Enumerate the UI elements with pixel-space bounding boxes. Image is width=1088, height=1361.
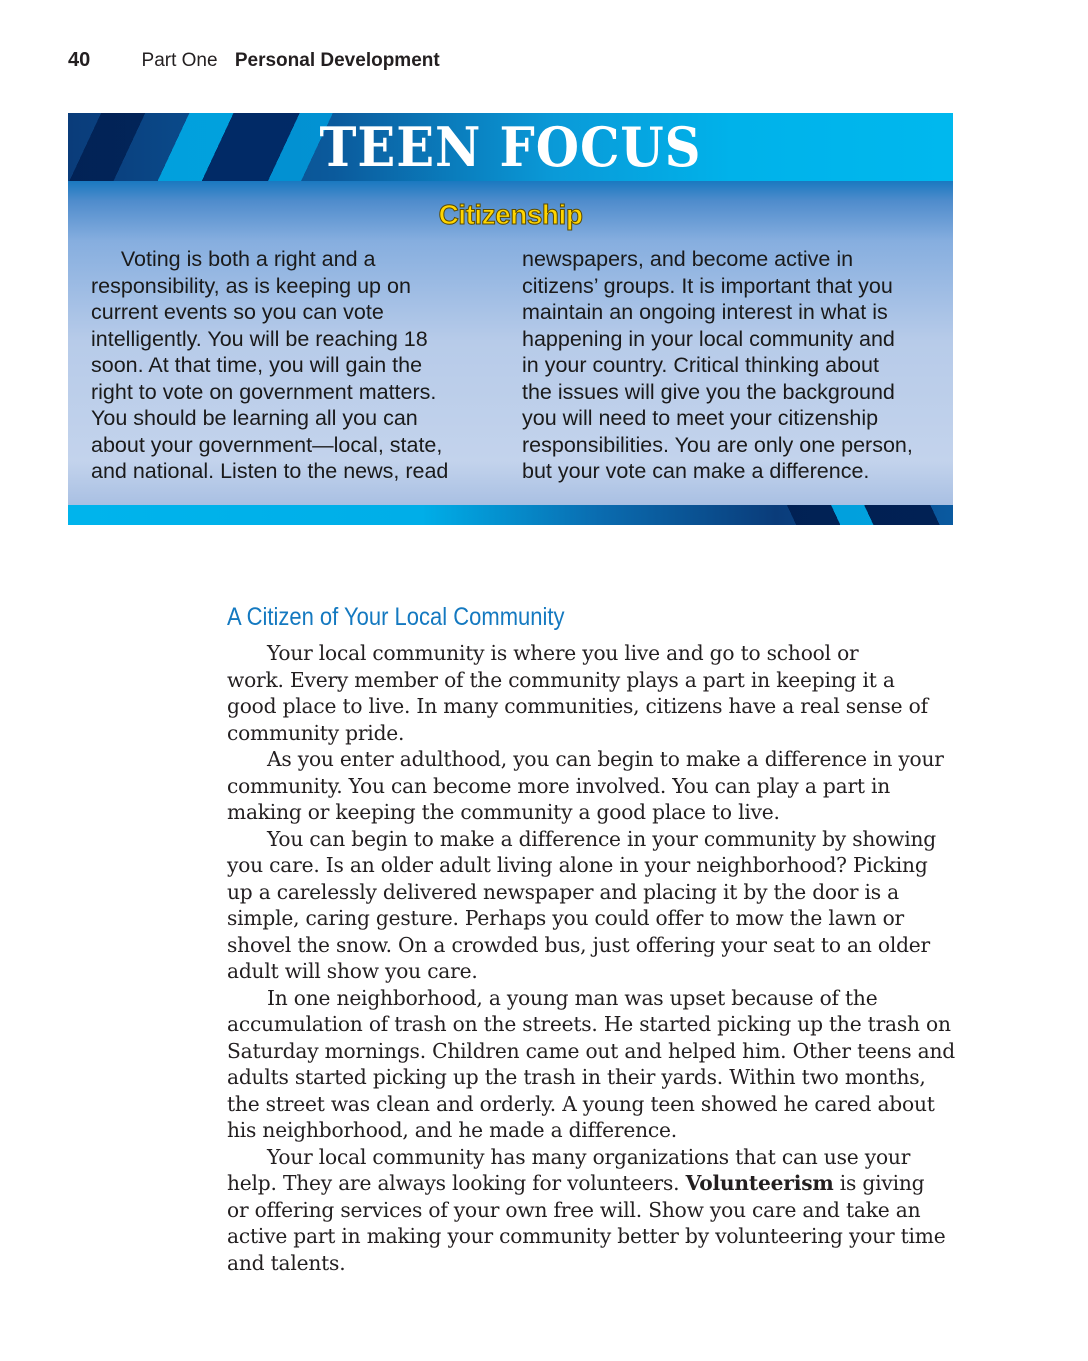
text-line: right to vote on government matters. (91, 379, 437, 404)
teen-focus-bottom-bar (68, 505, 953, 525)
page-number: 40 (68, 49, 91, 71)
text-segment: help. They are always looking for volunteers. (227, 1171, 686, 1195)
text-line: intelligently. You will be reaching 18 (91, 326, 428, 351)
text-line: and talents. (227, 1250, 346, 1275)
text-line: In one neighborhood, a young man was upset because of the (267, 985, 878, 1010)
text-line: his neighborhood, and he made a difference. (227, 1118, 677, 1142)
text-line: making or keeping the community a good place to live. (227, 800, 780, 824)
teen-focus-title: TEEN FOCUS (319, 115, 702, 179)
text-line: accumulation of trash on the streets. He started picking up the trash on (227, 1012, 951, 1036)
key-term-volunteerism: Volunteerism (685, 1171, 834, 1195)
teen-focus-left-column (91, 246, 448, 485)
body-text (227, 640, 955, 1276)
text-line: active part in making your community better by volunteering your time (227, 1224, 946, 1248)
text-line: You can begin to make a difference in your community by showing (267, 826, 936, 851)
text-line: good place to live. In many communities, citizens have a real sense of (227, 694, 928, 718)
text-line: but your vote can make a difference. (522, 459, 870, 483)
text-line: Voting is both a right and a (91, 247, 376, 271)
text-line: or offering services of your own free will. Show you care and take an (227, 1197, 921, 1222)
teen-focus-right-column (522, 246, 913, 485)
paragraph (227, 746, 955, 826)
text-line: community pride. (227, 720, 405, 745)
text-line: shovel the snow. On a crowded bus, just offering your seat to an older (227, 932, 930, 957)
text-line: maintain an ongoing interest in what is (522, 300, 888, 324)
text-line: As you enter adulthood, you can begin to make a difference in your (267, 747, 944, 771)
paragraph (227, 985, 955, 1144)
text-line: community. You can become more involved. You can play a part in (227, 773, 891, 798)
text-line: in your country. Critical thinking about (522, 353, 879, 377)
teen-focus-banner (68, 113, 953, 181)
teen-focus-box (68, 113, 953, 525)
section-heading: A Citizen of Your Local Community (227, 603, 565, 631)
text-line: Your local community is where you live and go to school or (267, 641, 859, 665)
text-line: the street was clean and orderly. A young teen showed he cared about (227, 1091, 935, 1116)
part-title: Personal Development (234, 50, 440, 71)
text-line: You should be learning all you can (91, 406, 418, 430)
text-line: Saturday mornings. Children came out and helped him. Other teens and (227, 1038, 956, 1063)
running-head (68, 49, 440, 72)
paragraph (227, 1144, 955, 1277)
text-line: responsibilities. You are only one person, (522, 432, 913, 457)
text-line: work. Every member of the community plays a part in keeping it a (227, 667, 895, 692)
text-line: the issues will give you the background (522, 379, 895, 404)
text-line: responsibility, as is keeping up on (91, 273, 411, 298)
text-line: about your government—local, state, (91, 432, 443, 457)
text-line: up a carelessly delivered newspaper and placing it by the door is a (227, 879, 899, 904)
text-line: Your local community has many organizations that can use your (267, 1144, 911, 1169)
text-line: and national. Listen to the news, read (91, 459, 449, 483)
teen-focus-subtitle: Citizenship (438, 199, 583, 230)
text-line: you will need to meet your citizenship (522, 406, 879, 430)
text-line: soon. At that time, you will gain the (91, 353, 423, 377)
text-line: adult will show you care. (227, 959, 478, 983)
text-line (227, 1170, 955, 1197)
text-line: current events so you can vote (91, 300, 384, 324)
paragraph (227, 640, 955, 746)
text-line: adults started picking up the trash in their yards. Within two months, (227, 1065, 926, 1089)
text-line: you care. Is an older adult living alone in your neighborhood? Picking (227, 853, 928, 877)
text-segment: is giving (833, 1171, 925, 1195)
paragraph (227, 826, 955, 985)
text-line: happening in your local community and (522, 326, 895, 351)
text-line: citizens’ groups. It is important that you (522, 273, 893, 298)
text-line: newspapers, and become active in (522, 247, 854, 271)
text-line: simple, caring gesture. Perhaps you could offer to mow the lawn or (227, 906, 904, 930)
part-label: Part One (141, 50, 218, 71)
